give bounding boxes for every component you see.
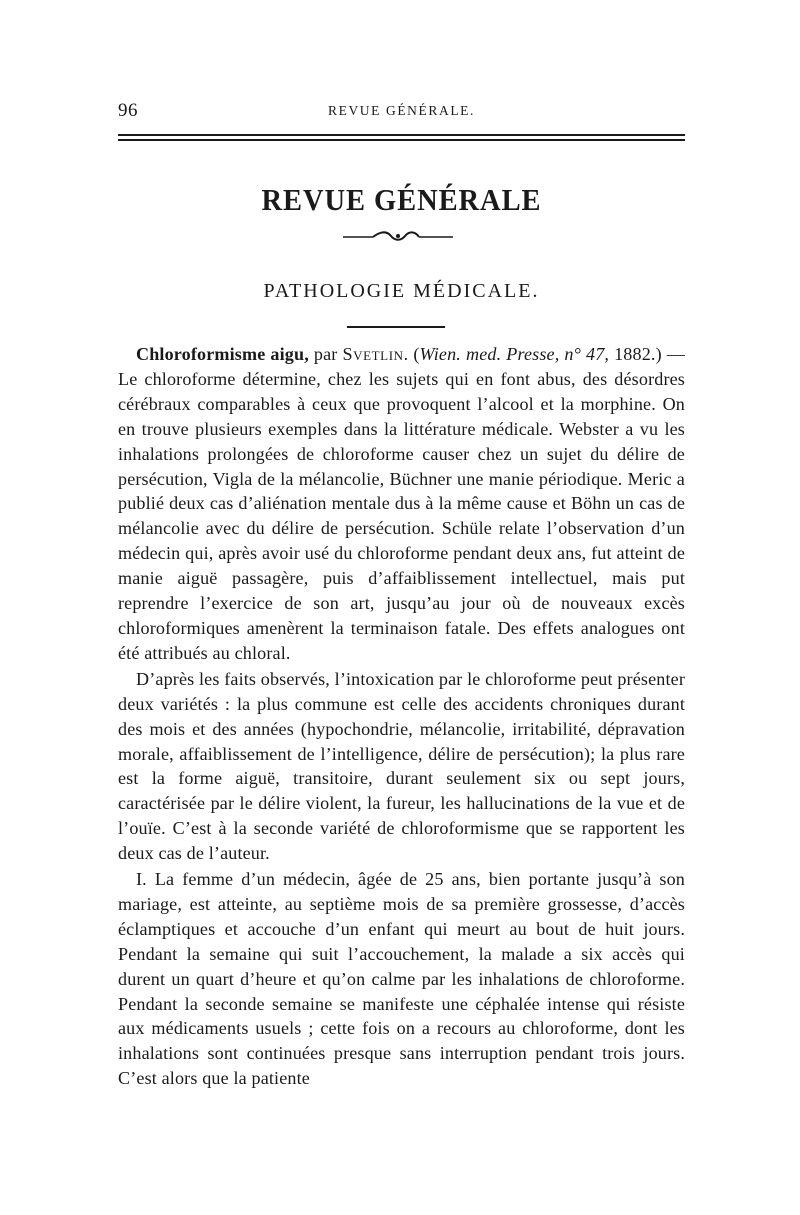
- author-name: Svetlin: [342, 344, 404, 364]
- by-text: par: [308, 344, 343, 364]
- article-body: [118, 342, 685, 1091]
- running-head: [118, 100, 685, 124]
- article-lead-title: Chloroformisme aigu,: [136, 344, 309, 364]
- paragraph-2: D’après les faits observés, l’intoxication par le chloroforme peut présenter deux variétés : la plus commune est celle des accidents chroniques durant des mois et des années (hypochondrie, mélancolie, irritabilité, dépravation morale, affaiblissement de l’intelligence, délire de persécution); la plus rare est la forme aiguë, transitoire, durant seulement six ou sept jours, caractérisée par le délire violent, la fureur, les hallucinations de la vue et de l’ouïe. C’est à la seconde variété de chloroformisme que se rapportent les deux cas de l’auteur.: [118, 668, 685, 864]
- header-rule-thick: [118, 134, 685, 136]
- ornament-divider: [343, 229, 453, 243]
- paragraph-1-text: 1882.) — Le chloroforme détermine, chez les sujets qui en font abus, des désordres cérébraux comparables à ceux que provoquent l’alcool et la morphine. On en trouve plusieurs exemples dans la littérature médicale. Webster a vu les inhalations prolongées de chloroforme causer chez un sujet du délire de persécution, Vigla de la mélancolie, Büchner une manie périodique. Meric a publié deux cas d’aliénation mentale dus à la même cause et Böhn un cas de mélancolie avec du délire de persécution. Schüle relate l’observation d’un médecin qui, après avoir usé du chloroforme pendant deux ans, fut atteint de manie aiguë passagère, puis d’affaiblissement intellectuel, mais put reprendre l’exercice de son art, jusqu’au jour où de nouveaux excès chloroformiques amenèrent la terminaison fatale. Des effets analogues ont été attribués au chloral.: [118, 344, 685, 663]
- author-punct: . (: [403, 344, 420, 364]
- paragraph-3: I. La femme d’un médecin, âgée de 25 ans, bien portante jusqu’à son mariage, est atteinte, au septième mois de sa première grossesse, d’accès éclamptiques et accouche d’un enfant qui meurt au bout de huit jours. Pendant la semaine qui suit l’accouchement, la malade a six accès qui durent un quart d’heure et qu’on calme par les inhalations de chloroforme. Pendant la seconde semaine se manifeste une céphalée intense qui résiste aux médicaments usuels ; cette fois on a recours au chloroforme, dont les inhalations sont continuées presque sans interruption pendant trois jours. C’est alors que la patiente: [118, 869, 685, 1089]
- running-title: REVUE GÉNÉRALE.: [328, 103, 475, 118]
- journal-citation: Wien. med. Presse, n° 47,: [419, 344, 610, 364]
- section-title: PATHOLOGIE MÉDICALE.: [263, 280, 540, 302]
- page-number: 96: [118, 100, 138, 121]
- main-title: REVUE GÉNÉRALE: [261, 182, 542, 217]
- paragraph-1: [118, 342, 685, 666]
- section-rule: [347, 326, 445, 328]
- header-rule-thin: [118, 139, 685, 141]
